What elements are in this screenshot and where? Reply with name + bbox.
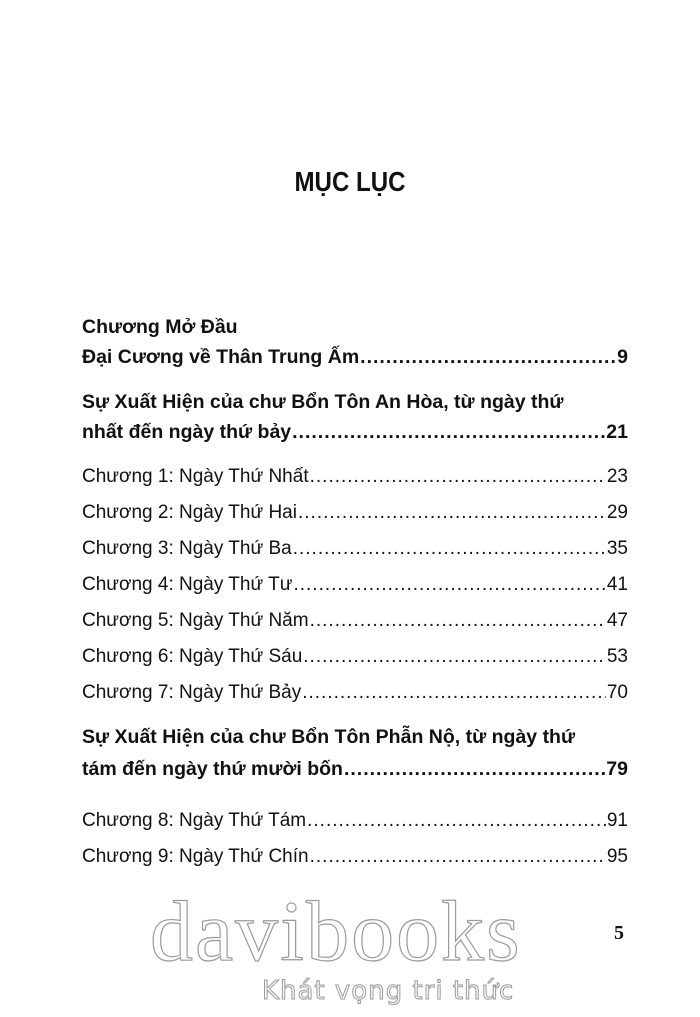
toc-entry-page: 70 — [606, 682, 628, 703]
toc-entry-text: Chương 7: Ngày Thứ Bảy — [82, 682, 302, 703]
toc-leader-dots — [298, 502, 606, 524]
toc-leader-dots — [292, 421, 605, 444]
toc-entry-0 — [82, 316, 628, 344]
toc-entry-text: Chương 9: Ngày Thứ Chín — [82, 846, 309, 867]
toc-entry-text: Sự Xuất Hiện của chư Bổn Tôn Phẫn Nộ, từ ngày thứ — [82, 726, 576, 748]
page-title: MỤC LỤC — [294, 166, 406, 197]
toc-entry-page: 29 — [606, 502, 628, 523]
toc-entry-text: Đại Cương về Thân Trung Ấm — [82, 346, 360, 368]
toc-leader-dots — [310, 610, 606, 632]
toc-entry-10 — [82, 682, 628, 710]
toc-entry-text: tám đến ngày thứ mười bốn — [82, 758, 343, 780]
toc-entry-text: Sự Xuất Hiện của chư Bổn Tôn An Hòa, từ ngày thứ — [82, 391, 564, 413]
toc-entry-page: 95 — [606, 846, 628, 867]
toc-entry-page: 53 — [606, 646, 628, 667]
toc-entry-text: Chương 5: Ngày Thứ Năm — [82, 610, 309, 631]
toc-entry-7 — [82, 574, 628, 602]
page-number: 5 — [614, 922, 624, 944]
toc-entry-9 — [82, 646, 628, 674]
toc-entry-page: 79 — [606, 758, 628, 780]
toc-leader-dots — [310, 846, 606, 868]
toc-entry-text: nhất đến ngày thứ bảy — [82, 421, 292, 443]
toc-entry-3 — [82, 421, 628, 449]
toc-leader-dots — [310, 466, 606, 488]
toc-entry-text: Chương 6: Ngày Thứ Sáu — [82, 646, 303, 667]
toc-entry-text: Chương 1: Ngày Thứ Nhất — [82, 466, 309, 487]
toc-entry-2 — [82, 391, 628, 419]
toc-entry-12 — [82, 758, 628, 786]
toc-entry-page: 35 — [606, 538, 628, 559]
toc-leader-dots — [293, 574, 605, 596]
toc-entry-text: Chương 2: Ngày Thứ Hai — [82, 502, 297, 523]
toc-leader-dots — [303, 646, 606, 668]
toc-entry-text: Chương 4: Ngày Thứ Tư — [82, 574, 293, 595]
toc-entry-page: 9 — [617, 346, 628, 368]
toc-entry-page: 21 — [606, 421, 628, 443]
toc-entry-page: 47 — [606, 610, 628, 631]
toc-entry-page: 23 — [606, 466, 628, 487]
toc-entry-4 — [82, 466, 628, 494]
watermark-tagline: Khát vọng tri thức — [262, 976, 515, 1006]
toc-entry-page: 91 — [606, 810, 628, 831]
toc-entry-5 — [82, 502, 628, 530]
toc-entry-page: 41 — [606, 574, 628, 595]
toc-entry-text: Chương Mở Đầu — [82, 316, 238, 338]
toc-entry-14 — [82, 846, 628, 874]
toc-leader-dots — [360, 346, 616, 369]
toc-leader-dots — [307, 810, 606, 832]
toc-leader-dots — [302, 682, 606, 704]
toc-entry-text: Chương 8: Ngày Thứ Tám — [82, 810, 307, 831]
toc-leader-dots — [293, 538, 606, 560]
watermark-logo: davibooks — [150, 883, 522, 979]
toc-entry-8 — [82, 610, 628, 638]
toc-entry-text: Chương 3: Ngày Thứ Ba — [82, 538, 292, 559]
toc-leader-dots — [344, 758, 605, 781]
toc-entry-1 — [82, 346, 628, 374]
toc-entry-11 — [82, 726, 628, 754]
toc-entry-6 — [82, 538, 628, 566]
toc-entry-13 — [82, 810, 628, 838]
